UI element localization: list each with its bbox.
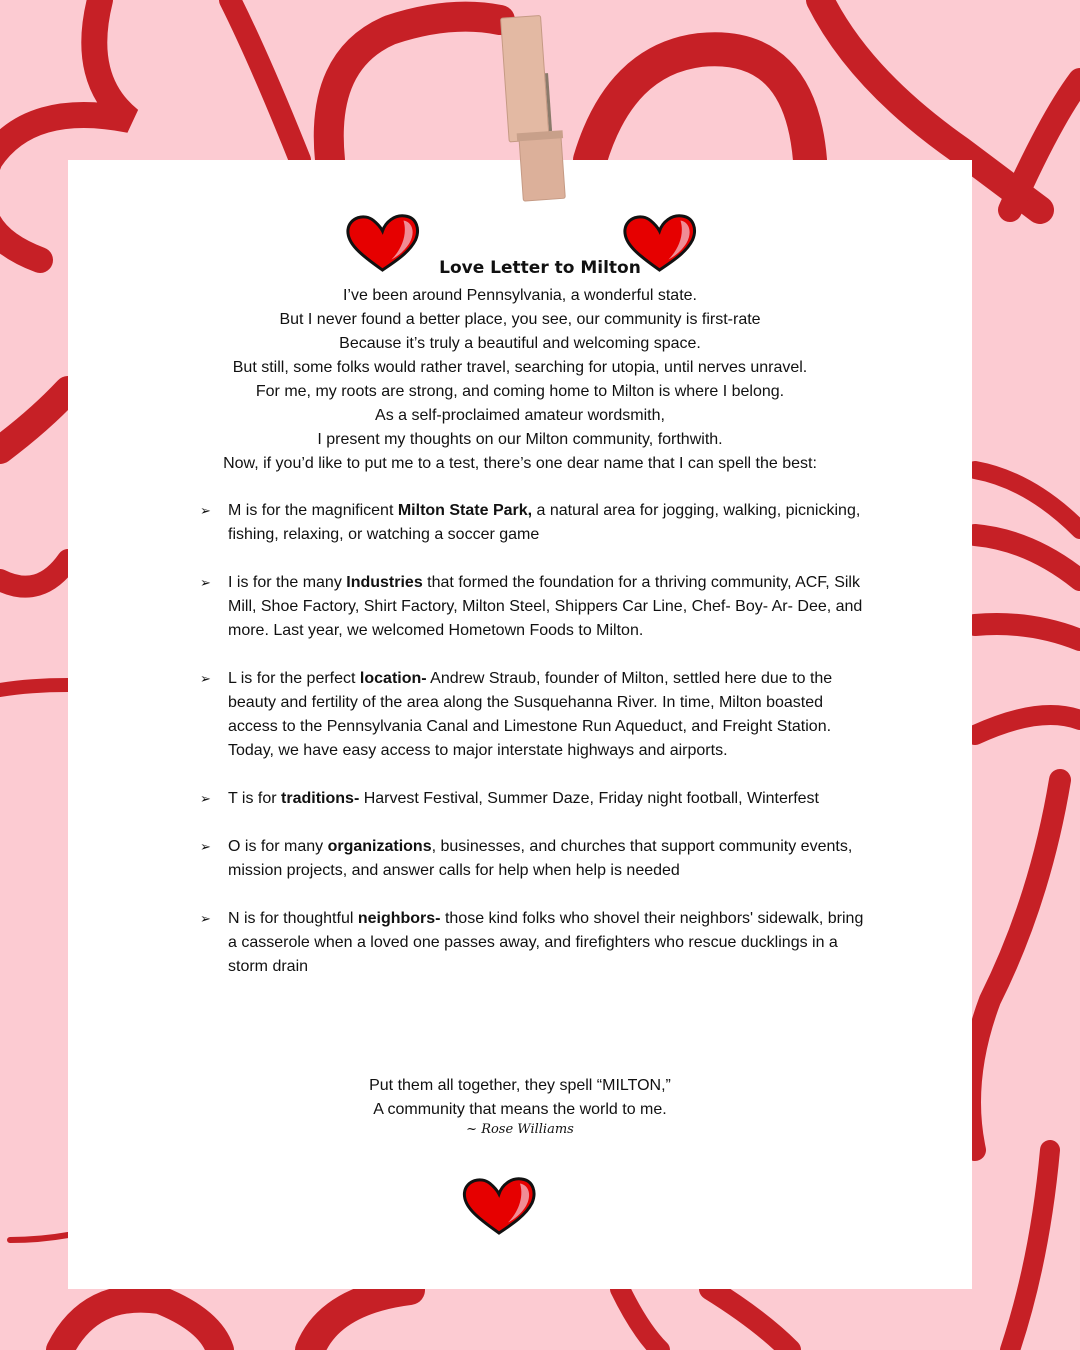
list-item-o: ➢ O is for many organizations, businesses, and churches that support community events, mission projects, and answer calls for help when help is needed <box>200 835 870 883</box>
intro-line: I present my thoughts on our Milton community, forthwith. <box>317 431 723 448</box>
outro-line: A community that means the world to me. <box>373 1101 667 1118</box>
intro-line: But I never found a better place, you see, our community is first-rate <box>279 311 761 328</box>
intro-line: As a self-proclaimed amateur wordsmith, <box>375 407 665 424</box>
intro-line: Because it’s truly a beautiful and welcoming space. <box>339 335 701 352</box>
arrow-bullet-icon: ➢ <box>200 575 211 590</box>
arrow-bullet-icon: ➢ <box>200 839 211 854</box>
intro-stanza <box>68 284 972 476</box>
heart-icon <box>461 1176 537 1236</box>
acrostic-list <box>200 499 870 1003</box>
arrow-bullet-icon: ➢ <box>200 671 211 686</box>
closing-stanza <box>68 1074 972 1140</box>
intro-line: I’ve been around Pennsylvania, a wonderful state. <box>342 287 697 304</box>
list-item-l: ➢ L is for the perfect location- Andrew Straub, founder of Milton, settled here due to the beauty and fertility of the area along the Susquehanna River. In time, Milton boasted access to the Pennsylvania Canal and Limestone Run Aqueduct, and Freight Station. Today, we have easy access to major interstate highways and airports. <box>200 667 870 763</box>
letter-title: Love Letter to Milton <box>439 258 641 278</box>
list-item-t: ➢ T is for traditions- Harvest Festival, Summer Daze, Friday night football, Winterfest <box>200 787 870 811</box>
outro-line: Put them all together, they spell “MILTON,” <box>369 1077 671 1094</box>
intro-line: Now, if you’d like to put me to a test, there’s one dear name that I can spell the best: <box>223 455 817 472</box>
intro-line: For me, my roots are strong, and coming home to Milton is where I belong. <box>255 383 785 400</box>
arrow-bullet-icon: ➢ <box>200 503 211 518</box>
list-item-n: ➢ N is for thoughtful neighbors- those kind folks who shovel their neighbors' sidewalk, bring a casserole when a loved one passes away, and firefighters who rescue ducklings in a storm drain <box>200 907 870 979</box>
clothespin-icon <box>498 12 573 206</box>
list-item-m: ➢ M is for the magnificent Milton State Park, a natural area for jogging, walking, picnicking, fishing, relaxing, or watching a soccer game <box>200 499 870 547</box>
signature: ~ Rose Williams <box>466 1122 574 1137</box>
intro-line: But still, some folks would rather travel, searching for utopia, until nerves unravel. <box>232 359 808 376</box>
arrow-bullet-icon: ➢ <box>200 791 211 806</box>
arrow-bullet-icon: ➢ <box>200 911 211 926</box>
list-item-i: ➢ I is for the many Industries that formed the foundation for a thriving community, ACF, Silk Mill, Shoe Factory, Shirt Factory, Milton Steel, Shippers Car Line, Chef- Boy- Ar- Dee, and more. Last year, we welcomed Hometown Foods to Milton. <box>200 571 870 643</box>
